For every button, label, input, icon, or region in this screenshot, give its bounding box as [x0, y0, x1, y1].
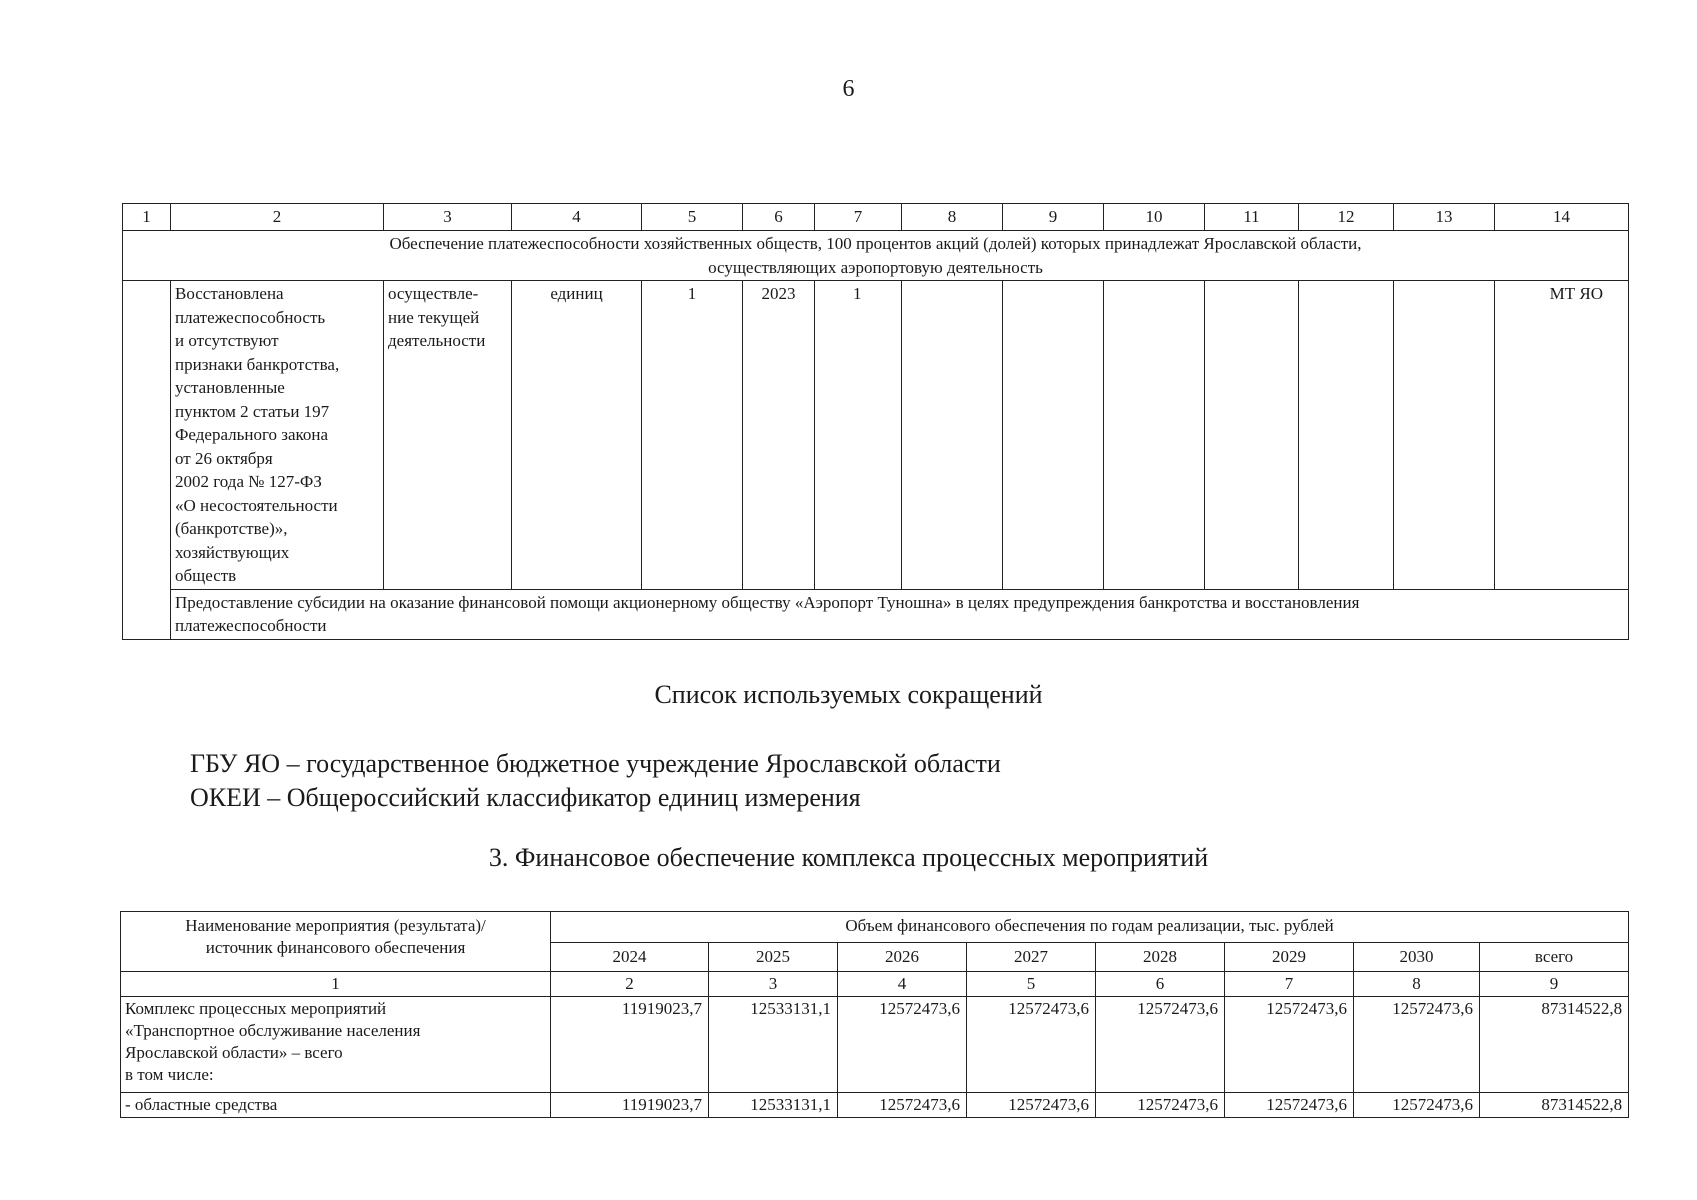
abbreviations-title: Список используемых сокращений [654, 680, 1043, 709]
text-line: установленные [175, 378, 285, 397]
year-header: 2029 [1225, 943, 1354, 972]
value-cell: 12572473,6 [1354, 997, 1480, 1093]
section-title-line: Обеспечение платежеспособности хозяйственных обществ, 100 процентов акций (долей) которых принадлежат Ярославской области, [389, 234, 1362, 253]
text-line: платежеспособность [175, 307, 326, 327]
text-line: Комплекс процессных мероприятий [125, 999, 387, 1018]
column-number: 3 [384, 204, 512, 231]
row-name [121, 1093, 551, 1118]
column-number: 1 [123, 204, 171, 231]
column-number-row [123, 204, 1629, 231]
value-cell: 11919023,7 [551, 997, 709, 1093]
column-number: 6 [743, 204, 815, 231]
column-number: 7 [1225, 972, 1354, 997]
empty-cell [1394, 281, 1495, 590]
empty-cell [1205, 281, 1299, 590]
abbreviation-item: ГБУ ЯО – государственное бюджетное учреждение Ярославской области [190, 749, 1001, 778]
column-number: 3 [709, 972, 838, 997]
section-title-line: осуществляющих аэропортовую деятельность [708, 257, 1043, 277]
result-cell [171, 281, 384, 590]
abbreviations-list [190, 747, 1001, 815]
text-line: «Транспортное обслуживание населения [125, 1021, 421, 1040]
year-header: 2028 [1096, 943, 1225, 972]
empty-cell [123, 281, 171, 640]
year-header: 2027 [967, 943, 1096, 972]
text-line: Федерального закона [175, 425, 329, 444]
value-cell: 12572473,6 [967, 1093, 1096, 1118]
column-number: 5 [642, 204, 743, 231]
value-cell: 12572473,6 [1225, 1093, 1354, 1118]
row-name [121, 997, 551, 1093]
indicators-table [122, 203, 1629, 640]
column-number: 4 [838, 972, 967, 997]
name-header [121, 912, 551, 972]
text-line: пунктом 2 статьи 197 [175, 401, 330, 421]
column-number: 9 [1003, 204, 1104, 231]
column-number: 2 [551, 972, 709, 997]
total-cell: 87314522,8 [1480, 997, 1629, 1093]
year-cell: 2023 [743, 281, 815, 590]
value-cell: 12572473,6 [1096, 1093, 1225, 1118]
column-number: 12 [1299, 204, 1394, 231]
value-cell: 12533131,1 [709, 1093, 838, 1118]
year-header: 2025 [709, 943, 838, 972]
empty-cell [1104, 281, 1205, 590]
total-cell: 87314522,8 [1480, 1093, 1629, 1118]
finance-table [120, 911, 1629, 1118]
text-line: в том числе: [125, 1065, 214, 1084]
text-line: платежеспособности [175, 616, 327, 635]
text-line: Ярославской области» – всего [125, 1043, 343, 1062]
value-cell: 12572473,6 [838, 997, 967, 1093]
value-cell: 1 [815, 281, 902, 590]
text-line: 2002 года № 127-ФЗ [175, 472, 322, 491]
column-number: 11 [1205, 204, 1299, 231]
value-cell: 12572473,6 [1225, 997, 1354, 1093]
finance-column-number-row [121, 972, 1629, 997]
value-cell: 12572473,6 [1096, 997, 1225, 1093]
column-number: 5 [967, 972, 1096, 997]
section-title [123, 231, 1629, 281]
text-line: осуществле- [388, 284, 479, 303]
column-number: 2 [171, 204, 384, 231]
text-line: от 26 октября [175, 448, 273, 468]
text-line: Восстановлена [175, 284, 284, 303]
text-line: деятельности [388, 331, 486, 350]
finance-row-total [121, 997, 1629, 1093]
text-line: Предоставление субсидии на оказание финансовой помощи акционерному обществу «Аэропорт Туношна» в целях предупреждения банкротства и восстановления [175, 592, 1360, 612]
total-header: всего [1480, 943, 1629, 972]
value-cell: 12572473,6 [967, 997, 1096, 1093]
text-line: «О несостоятельности [175, 495, 338, 515]
header-line: источник финансового обеспечения [205, 938, 466, 957]
type-cell [384, 281, 512, 590]
column-number: 10 [1104, 204, 1205, 231]
header-line: Наименование мероприятия (результата)/ [185, 916, 486, 935]
value-cell: 12572473,6 [1354, 1093, 1480, 1118]
responsible-cell: МТ ЯО [1495, 281, 1629, 590]
empty-cell [1299, 281, 1394, 590]
footer-cell [171, 589, 1629, 639]
value-cell: 12572473,6 [838, 1093, 967, 1118]
unit-cell: единиц [512, 281, 642, 590]
column-number: 8 [1354, 972, 1480, 997]
column-number: 14 [1495, 204, 1629, 231]
column-number: 1 [121, 972, 551, 997]
column-number: 8 [902, 204, 1003, 231]
column-number: 4 [512, 204, 642, 231]
finance-row-regional [121, 1093, 1629, 1118]
text-line: и отсутствуют [175, 331, 279, 350]
text-line: хозяйствующих [175, 542, 290, 562]
base-value-cell: 1 [642, 281, 743, 590]
abbreviation-item: ОКЕИ – Общероссийский классификатор единиц измерения [190, 783, 861, 812]
text-line: признаки банкротства, [175, 354, 340, 374]
value-cell: 12533131,1 [709, 997, 838, 1093]
text-line: - областные средства [125, 1095, 278, 1114]
year-header: 2026 [838, 943, 967, 972]
text-line: ние текущей [388, 307, 480, 327]
column-number: 6 [1096, 972, 1225, 997]
finance-title: 3. Финансовое обеспечение комплекса процессных мероприятий [488, 843, 1209, 872]
section-title-row [123, 231, 1629, 281]
text-line: обществ [175, 566, 237, 585]
column-number: 7 [815, 204, 902, 231]
finance-header-row [121, 912, 1629, 943]
indicator-row [123, 281, 1629, 590]
year-header: 2030 [1354, 943, 1480, 972]
column-number: 13 [1394, 204, 1495, 231]
empty-cell [1003, 281, 1104, 590]
volume-header: Объем финансового обеспечения по годам реализации, тыс. рублей [551, 912, 1629, 943]
column-number: 9 [1480, 972, 1629, 997]
year-header: 2024 [551, 943, 709, 972]
footer-row [123, 589, 1629, 639]
empty-cell [902, 281, 1003, 590]
page-number: 6 [842, 76, 855, 102]
text-line: (банкротстве)», [175, 519, 288, 538]
value-cell: 11919023,7 [551, 1093, 709, 1118]
